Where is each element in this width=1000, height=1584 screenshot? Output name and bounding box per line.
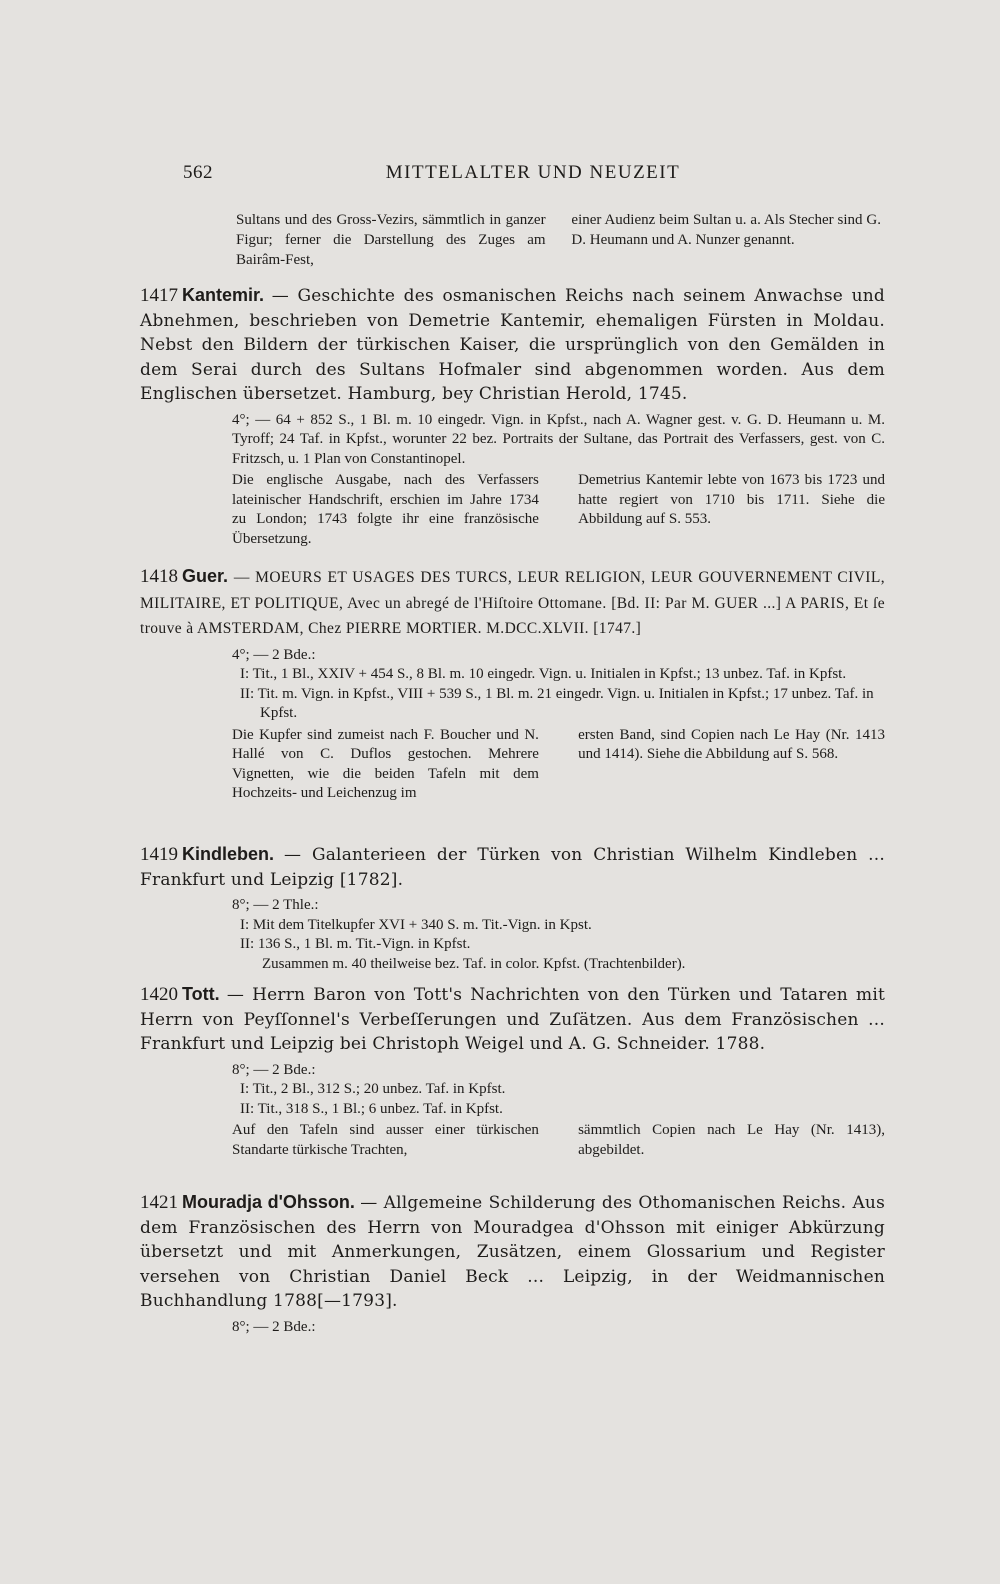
continuation-note: [236, 210, 881, 270]
entry-number: 1420: [140, 984, 178, 1005]
entry-title: — Allgemeine Schilderung des Othomanischen Reichs. Aus dem Französischen des Herrn von Mouradgea d'Ohsson mit einiger Abkürzung übersetzt und mit Anmerkungen, Zusätzen, einem Glossarium und Register versehen von Christian Daniel Beck ... Leipzig, in der Weidmannischen Buchhandlung 1788[—1793].: [140, 1193, 886, 1312]
entry-number: 1421: [140, 1192, 178, 1213]
entry-notes: [140, 726, 885, 804]
page-header: [183, 162, 883, 186]
continuation-note-right: einer Audienz beim Sultan u. a. Als Stecher sind G. D. Heumann und A. Nunzer genannt.: [571, 212, 881, 248]
note-left: Die Kupfer sind zumeist nach F. Boucher und N. Hallé von C. Duflos gestochen. Mehrere Vignetten, wie die beiden Tafeln mit dem Hochzeits- und Leichenzug im: [232, 726, 539, 802]
entry-number: 1418: [140, 566, 178, 587]
entry-collation: [140, 646, 885, 724]
volume-2: II: Tit., 318 S., 1 Bl.; 6 unbez. Taf. in Kpfst.: [240, 1100, 503, 1117]
entry-1419: [140, 842, 885, 974]
entry-notes: [140, 471, 885, 549]
entry-1417: [140, 283, 885, 549]
entry-author: Kindleben.: [182, 844, 275, 864]
note-left: Die englische Ausgabe, nach des Verfassers lateinischer Handschrift, erschien im Jahre 1734 zu London; 1743 folgte ihr eine französische Übersetzung.: [232, 472, 539, 547]
volume-2: II: 136 S., 1 Bl. m. Tit.-Vign. in Kpfst.: [240, 936, 471, 953]
entry-author: Tott.: [182, 984, 220, 1004]
entry-collation: [140, 1061, 885, 1120]
entry-title: — Geschichte des osmanischen Reichs nach seinem Anwachse und Abnehmen, beschrieben von Demetrie Kantemir, ehemaligen Fürsten in Moldau. Nebst den Bildern der türkischen Kaiser, die ursprünglich von den Gemälden in dem Serai durch des Sultans Hofmaler sind abgenommen worden. Aus dem Englischen übersetzet. Hamburg, bey Christian Herold, 1745.: [140, 286, 885, 405]
volume-2: II: Tit. m. Vign. in Kpfst., VIII + 539 S., 1 Bl. m. 21 eingedr. Vign. u. Initialen in Kpfst.; 17 unbez. Taf. in Kpfst.: [240, 685, 874, 722]
continuation-note-left: Sultans und des Gross-Vezirs, sämmtlich in ganzer Figur; ferner die Darstellung des Zuges am Bairâm-Fest,: [236, 212, 546, 268]
entry-author: Kantemir.: [182, 285, 265, 305]
entry-collation: [140, 896, 885, 974]
note-left: Auf den Tafeln sind ausser einer türkischen Standarte türkische Trachten,: [232, 1122, 539, 1158]
entry-1421: [140, 1190, 885, 1337]
volume-1: I: Tit., 1 Bl., XXIV + 454 S., 8 Bl. m. 10 eingedr. Vign. u. Initialen in Kpfst.; 13 unbez. Taf. in Kpfst.: [240, 666, 847, 683]
note-right: sämmtlich Copien nach Le Hay (Nr. 1413), abgebildet.: [578, 1122, 885, 1158]
entry-1420: [140, 982, 885, 1160]
entry-number: 1419: [140, 844, 178, 865]
entry-title: — Galanterieen der Türken von Christian Wilhelm Kindleben ... Frankfurt und Leipzig [1782].: [140, 845, 885, 890]
note-right: Demetrius Kantemir lebte von 1673 bis 1723 und hatte regiert von 1710 bis 1711. Siehe die Abbildung auf S. 553.: [578, 472, 885, 528]
page-number: 562: [183, 162, 213, 183]
volume-1: I: Mit dem Titelkupfer XVI + 340 S. m. Tit.-Vign. in Kpst.: [240, 916, 592, 933]
entry-format: 8°; — 2 Bde.:: [232, 1061, 316, 1078]
entry-title: — Herrn Baron von Tott's Nachrichten von den Türken und Tataren mit Herrn von Peyſſonnel's Verbeſſerungen und Zuſätzen. Aus dem Französischen ... Frankfurt und Leipzig bei Christoph Weigel und A. G. Schneider. 1788.: [140, 985, 885, 1055]
entry-1418: [140, 564, 885, 804]
entry-format: 8°; — 2 Bde.:: [232, 1318, 316, 1335]
entry-collation: [140, 1318, 885, 1338]
entry-author: Guer.: [182, 566, 229, 586]
entry-collation: 4°; — 64 + 852 S., 1 Bl. m. 10 eingedr. Vign. in Kpfst., nach A. Wagner gest. v. G. D. Heumann u. M. Tyroff; 24 Taf. in Kpfst., worunter 22 bez. Portraits der Sultane, das Portrait des Verfassers, gest. von C. Fritzsch, u. 1 Plan von Constantinopel.: [232, 411, 885, 467]
entry-title: — MOEURS ET USAGES DES TURCS, LEUR RELIGION, LEUR GOUVERNEMENT CIVIL, MILITAIRE, ET POLITIQUE, Avec un abregé de l'Hiſtoire Ottomane. [Bd. II: Par M. GUER ...] A PARIS, Et ſe trouve à AMSTERDAM, Chez PIERRE MORTIER. M.DCC.XLVII. [1747.]: [140, 569, 886, 638]
entry-total: Zusammen m. 40 theilweise bez. Taf. in color. Kpfst. (Trachtenbilder).: [262, 955, 686, 972]
entry-number: 1417: [140, 285, 178, 306]
entry-notes: [140, 1121, 885, 1160]
note-right: ersten Band, sind Copien nach Le Hay (Nr. 1413 und 1414). Siehe die Abbildung auf S. 568.: [578, 726, 885, 763]
entry-format: 8°; — 2 Thle.:: [232, 897, 319, 914]
volume-1: I: Tit., 2 Bl., 312 S.; 20 unbez. Taf. in Kpfst.: [240, 1081, 506, 1098]
running-title: MITTELALTER UND NEUZEIT: [385, 162, 681, 183]
entry-format: 4°; — 2 Bde.:: [232, 646, 316, 663]
entry-author: Mouradja d'Ohsson.: [182, 1192, 355, 1212]
